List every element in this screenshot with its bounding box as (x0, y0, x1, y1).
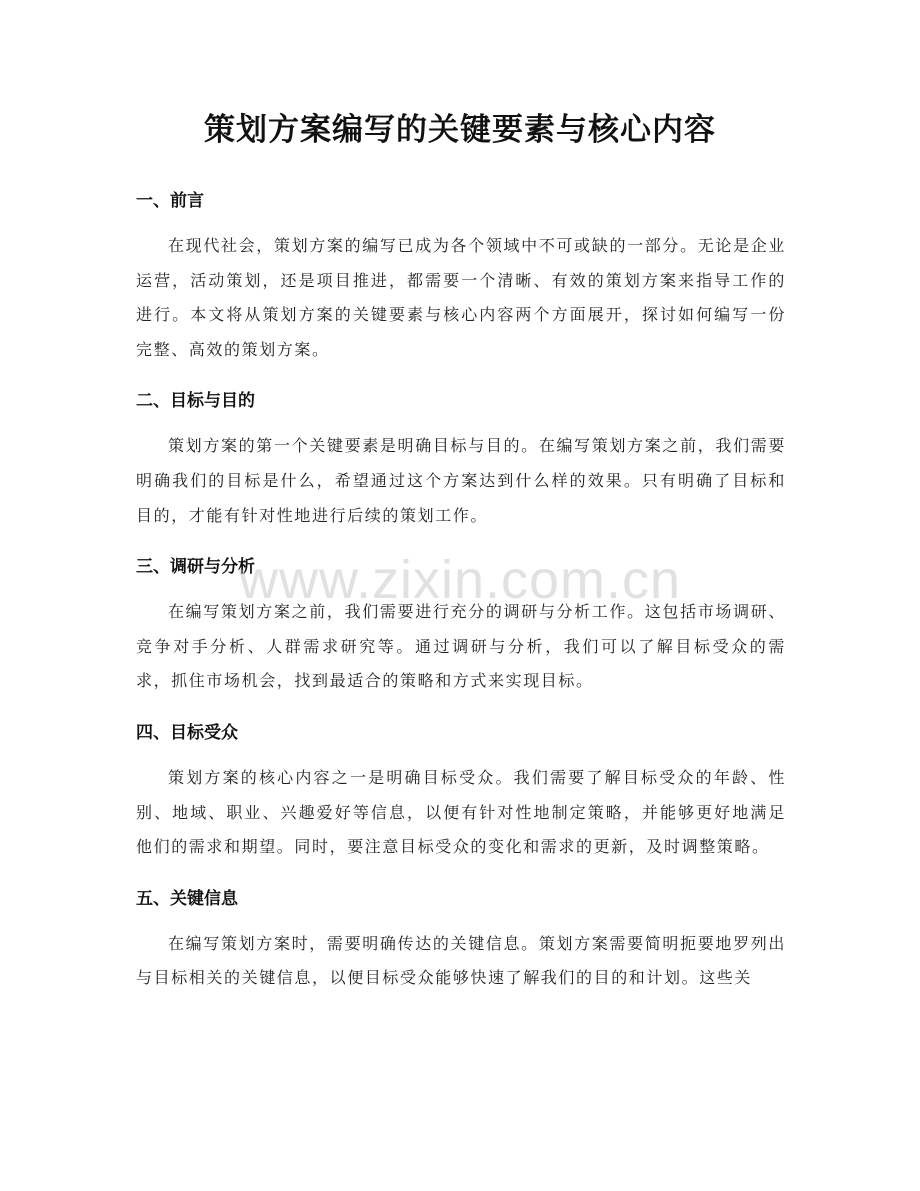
section-goals (136, 380, 786, 533)
section-paragraph: 在编写策划方案时，需要明确传达的关键信息。策划方案需要简明扼要地罗列出与目标相关的关键信息，以便目标受众能够快速了解我们的目的和计划。这些关 (136, 933, 786, 988)
section-key-info (136, 878, 786, 996)
document-title: 策划方案编写的关键要素与核心内容 (204, 112, 716, 148)
section-paragraph: 在编写策划方案之前，我们需要进行充分的调研与分析工作。这包括市场调研、竞争对手分析、人群需求研究等。通过调研与分析，我们可以了解目标受众的需求，抓住市场机会，找到最适合的策略和方式来实现目标。 (136, 602, 786, 691)
section-heading: 四、目标受众 (136, 722, 238, 743)
section-preface (136, 180, 786, 367)
section-heading: 三、调研与分析 (136, 557, 255, 578)
section-heading: 一、前言 (136, 191, 204, 211)
section-heading: 五、关键信息 (136, 888, 238, 909)
document-content (136, 180, 786, 1009)
watermark-text: www.zixin.com.cn (238, 550, 682, 610)
section-paragraph: 策划方案的第一个关键要素是明确目标与目的。在编写策划方案之前，我们需要明确我们的目标是什么，希望通过这个方案达到什么样的效果。只有明确了目标和目的，才能有针对性地进行后续的策划工作。 (136, 436, 786, 525)
section-research (136, 546, 786, 699)
section-audience (136, 712, 786, 865)
section-paragraph: 策划方案的核心内容之一是明确目标受众。我们需要了解目标受众的年龄、性别、地域、职业、兴趣爱好等信息，以便有针对性地制定策略，并能够更好地满足他们的需求和期望。同时，要注意目标受众的变化和需求的更新，及时调整策略。 (136, 767, 786, 857)
section-paragraph: 在现代社会，策划方案的编写已成为各个领域中不可或缺的一部分。无论是企业运营，活动策划，还是项目推进，都需要一个清晰、有效的策划方案来指导工作的进行。本文将从策划方案的关键要素与核心内容两个方面展开，探讨如何编写一份完整、高效的策划方案。 (136, 236, 786, 359)
section-heading: 二、目标与目的 (136, 391, 255, 412)
